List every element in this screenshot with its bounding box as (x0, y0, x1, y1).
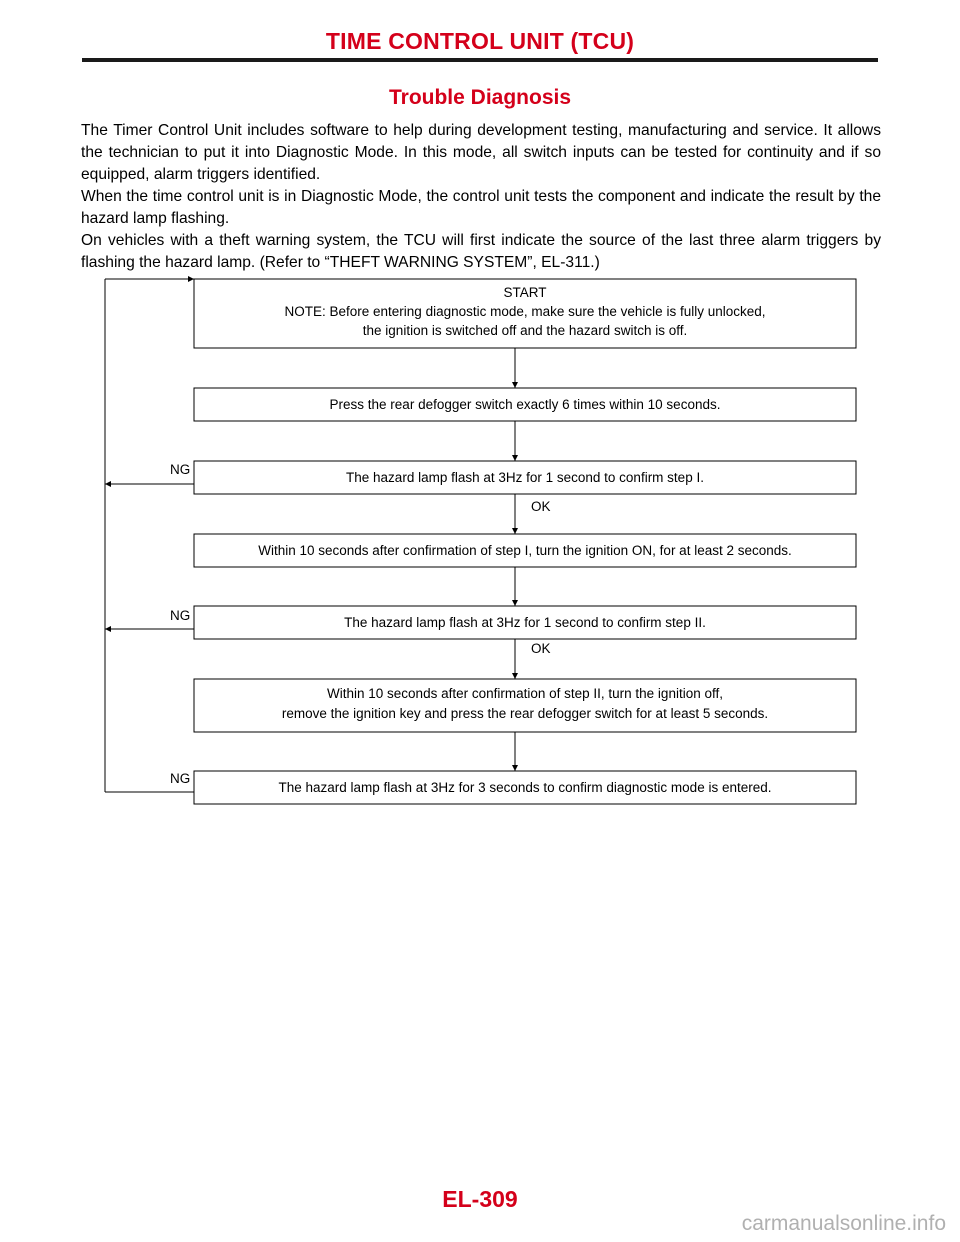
node-start-line2: NOTE: Before entering diagnostic mode, make sure the vehicle is fully unlocked, (284, 304, 766, 319)
paragraph-theft-warning: On vehicles with a theft warning system, the TCU will first indicate the source of the last three alarm triggers by flashing the hazard lamp. (Refer to “THEFT WARNING SYSTEM”, EL-311.) (81, 232, 881, 271)
node-start-line1: START (503, 285, 547, 300)
node-step3-line2: remove the ignition key and press the rear defogger switch for at least 5 seconds. (281, 706, 769, 721)
page-number: EL-309 (442, 1186, 518, 1212)
ng-label-check2: NG (170, 608, 191, 623)
node-check2-text: The hazard lamp flash at 3Hz for 1 second to confirm step II. (344, 615, 706, 630)
node-check1-text: The hazard lamp flash at 3Hz for 1 second to confirm step I. (346, 470, 704, 485)
node-step2-text: Within 10 seconds after confirmation of step I, turn the ignition ON, for at least 2 seconds. (258, 543, 792, 558)
section-title: Trouble Diagnosis (388, 86, 572, 109)
watermark: carmanualsonline.info (741, 1212, 946, 1235)
ok-label-check2: OK (531, 641, 551, 656)
paragraph-intro: The Timer Control Unit includes software to help during development testing, manufacturing and service. It allows the technician to put it into Diagnostic Mode. In this mode, all switch inputs can be tested for continuity and if so equipped, alarm triggers identified. (81, 122, 881, 183)
ng-label-check1: NG (170, 462, 191, 477)
node-step1-text: Press the rear defogger switch exactly 6 times within 10 seconds. (329, 397, 721, 412)
page-header-title: TIME CONTROL UNIT (TCU) (325, 28, 635, 54)
node-start-line3: the ignition is switched off and the hazard switch is off. (362, 323, 688, 338)
ng-label-check3: NG (170, 771, 191, 786)
node-step3-line1: Within 10 seconds after confirmation of step II, turn the ignition off, (327, 686, 723, 701)
paragraph-diagnostic-mode: When the time control unit is in Diagnostic Mode, the control unit tests the component and indicate the result by the hazard lamp flashing. (81, 188, 881, 227)
ok-label-check1: OK (531, 499, 551, 514)
node-check3-text: The hazard lamp flash at 3Hz for 3 seconds to confirm diagnostic mode is entered. (278, 780, 772, 795)
